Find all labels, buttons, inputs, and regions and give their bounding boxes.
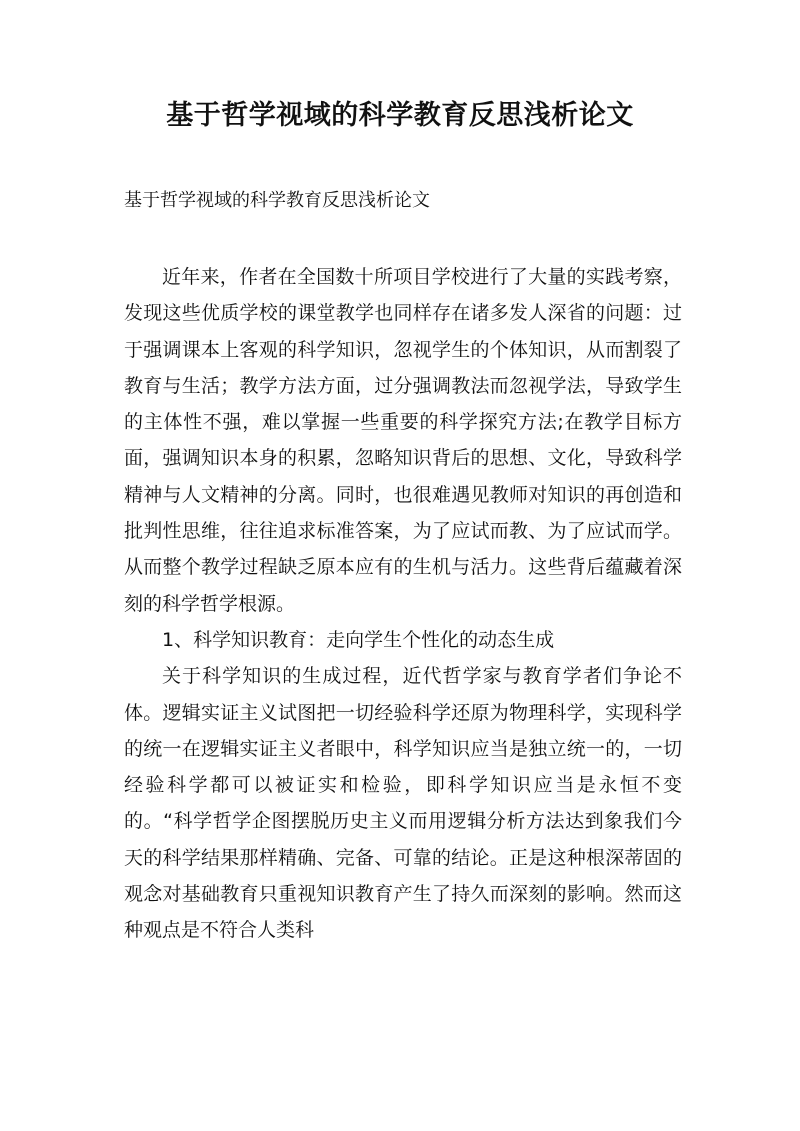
document-title: 基于哲学视域的科学教育反思浅析论文 bbox=[166, 100, 634, 131]
paragraph-intro: 近年来，作者在全国数十所项目学校进行了大量的实践考察，发现这些优质学校的课堂教学也同样存在诸多发人深省的问题：过于强调课本上客观的科学知识，忽视学生的个体知识，从而割裂了教育与生活；教学方法方面，过分强调教法而忽视学法，导致学生的主体性不强，难以掌握一些重要的科学探究方法;在教学目标方面，强调知识本身的积累，忽略知识背后的思想、文化，导致科学精神与人文精神的分离。同时，也很难遇见教师对知识的再创造和批判性思维，往往追求标准答案，为了应试而教、为了应试而学。从而整个教学过程缺乏原本应有的生机与活力。这些背后蕴藏着深刻的科学哲学根源。 bbox=[124, 266, 682, 615]
document-body bbox=[124, 259, 682, 949]
section-heading: 1、科学知识教育：走向学生个性化的动态生成 bbox=[162, 628, 555, 651]
document-subtitle: 基于哲学视域的科学教育反思浅析论文 bbox=[124, 190, 430, 211]
paragraph-knowledge: 关于科学知识的生成过程，近代哲学家与教育学者们争论不体。逻辑实证主义试图把一切经验科学还原为物理科学，实现科学的统一在逻辑实证主义者眼中，科学知识应当是独立统一的，一切经验科学都可以被证实和检验，即科学知识应当是永恒不变的。“科学哲学企图摆脱历史主义而用逻辑分析方法达到象我们今天的科学结果那样精确、完备、可靠的结论。正是这种根深蒂固的观念对基础教育只重视知识教育产生了持久而深刻的影响。然而这种观点是不符合人类科 bbox=[124, 665, 682, 942]
